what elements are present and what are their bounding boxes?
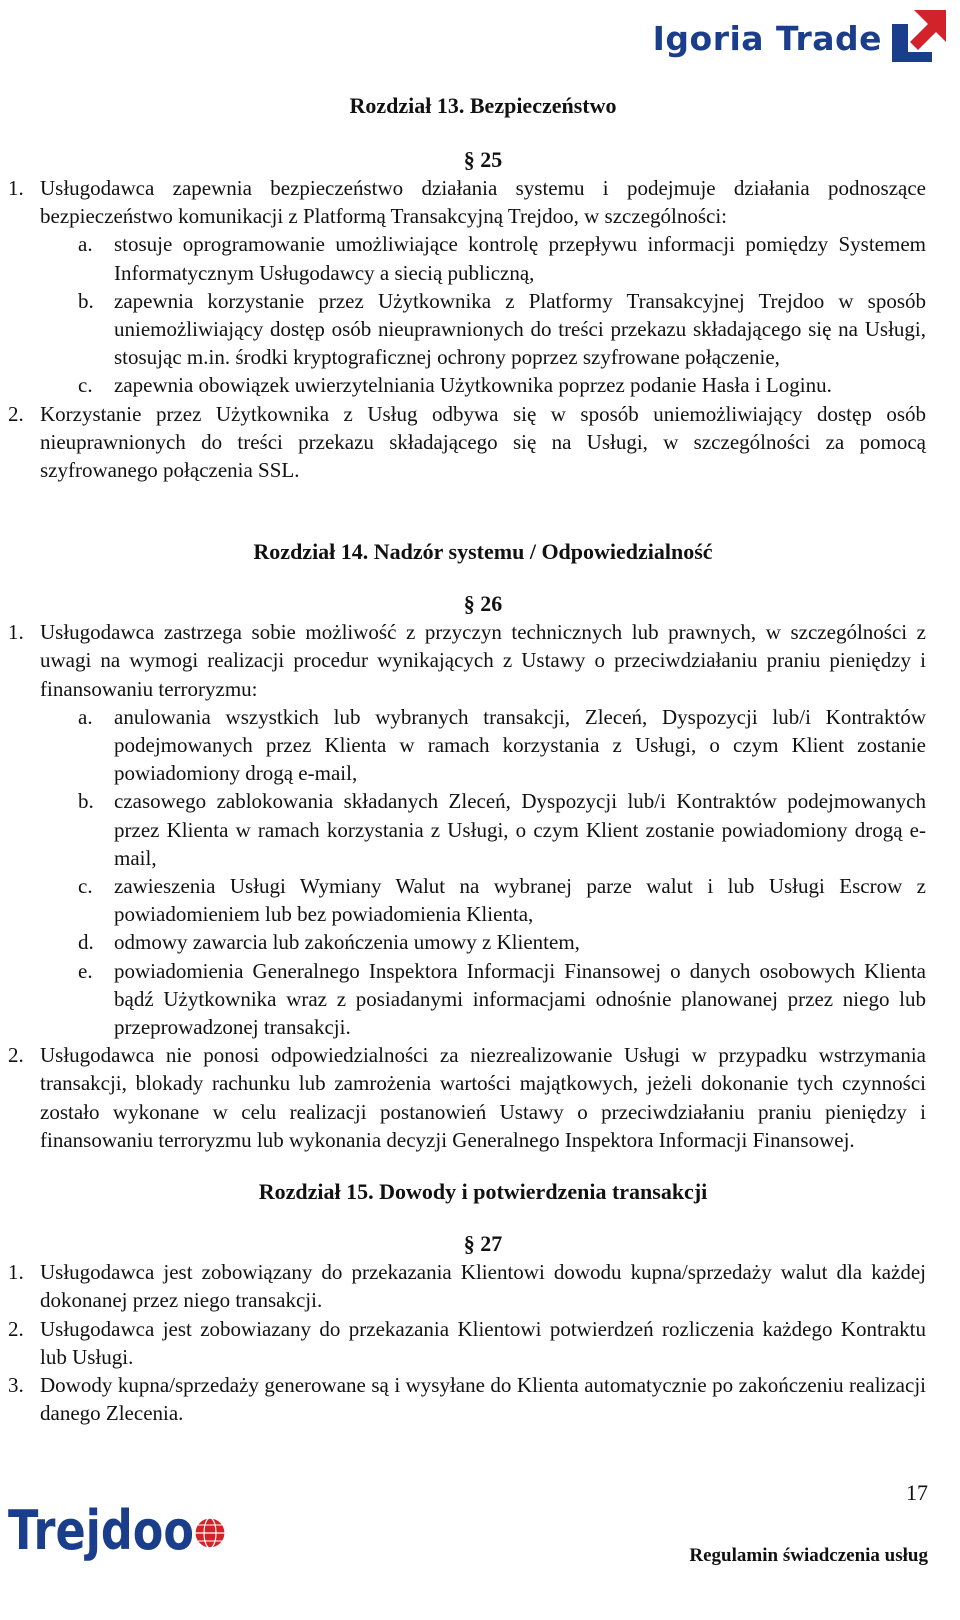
sub-item	[78, 287, 926, 372]
igoria-trade-logo	[653, 4, 950, 66]
item-text: Usługodawca jest zobowiazany do przekazania Klientowi potwierdzeń rozliczenia każdego Kontraktu lub Usługi.	[40, 1316, 926, 1369]
sub-item	[78, 787, 926, 872]
sub-item-letter: c.	[78, 874, 93, 899]
item-text: Usługodawca nie ponosi odpowiedzialności za niezrealizowanie Usługi w przypadku wstrzymania transakcji, blokady rachunku lub zamrożenia wartości majątkowych, jeżeli dokonanie tych czynności zostało wykonane w celu realizacji postanowień Ustawy o przeciwdziałaniu praniu pieniędzy i finansowaniu terroryzmu lub wykonania decyzji Generalnego Inspektora Informacji Finansowej.	[40, 1043, 926, 1152]
sub-item-text: zawieszenia Usługi Wymiany Walut na wybranej parze walut i lub Usługi Escrow z powiadomieniem lub bez powiadomienia Klienta,	[114, 874, 926, 927]
item-text: Dowody kupna/sprzedaży generowane są i wysyłane do Klienta automatycznie po zakończeniu realizacji danego Zlecenia.	[40, 1372, 926, 1426]
item-number: 1.	[8, 176, 24, 200]
item-number: 3.	[8, 1372, 24, 1397]
sub-item	[78, 872, 926, 928]
list-item	[8, 174, 926, 230]
item-number: 2.	[8, 1043, 24, 1068]
item-text: Usługodawca jest zobowiązany do przekazania Klientowi dowodu kupna/sprzedaży walut dla każdej dokonanej przez niego transakcji.	[40, 1260, 926, 1313]
sub-item	[78, 703, 926, 788]
sub-item-text: czasowego zablokowania składanych Zleceń, Dyspozycji lub/i Kontraktów podejmowanych przez Klienta w ramach korzystania z Usługi, o czym Klient zostanie powiadomiony drogą e-mail,	[114, 789, 926, 870]
document-body	[8, 92, 926, 1427]
footer-brand-text: Trejdoo	[8, 1499, 194, 1561]
list-item	[8, 1315, 926, 1371]
sub-item-text: zapewnia obowiązek uwierzytelniania Użytkownika poprzez podanie Hasła i Loginu.	[114, 373, 832, 398]
trejdoo-logo	[8, 1495, 228, 1567]
list-item	[8, 1371, 926, 1427]
header-brand-text: Igoria Trade	[652, 19, 882, 58]
page-number: 17	[906, 1480, 928, 1505]
document-title: Regulamin świadczenia usług	[689, 1545, 928, 1566]
list-item	[8, 618, 926, 703]
sub-item	[78, 928, 926, 956]
item-text: Korzystanie przez Użytkownika z Usług odbywa się w sposób uniemożliwiający dostęp osób nieuprawnionych do treści przekazu składającego się na Usługi, w szczególności za pomocą szyfrowanego połączenia SSL.	[40, 401, 926, 483]
sub-item-letter: c.	[78, 373, 93, 398]
sub-item-letter: d.	[78, 930, 94, 955]
item-number: 1.	[8, 1260, 24, 1285]
item-number: 1.	[8, 620, 24, 645]
sub-item-letter: e.	[78, 958, 93, 983]
item-text: Usługodawca zapewnia bezpieczeństwo działania systemu i podejmuje działania podnoszące bezpieczeństwo komunikacji z Platformą Transakcyjną Trejdoo, w szczególności:	[40, 176, 926, 229]
chapter-title: Rozdział 14. Nadzór systemu / Odpowiedzialność	[253, 539, 713, 565]
sub-item-text: zapewnia korzystanie przez Użytkownika z Platformy Transakcyjnej Trejdoo w sposób uniemożliwiający dostęp osób nieuprawnionych do treści przekazu składającego się na Usługi, stosując m.in. środki kryptograficznej ochrony poprzez szyfrowane połączenie,	[114, 288, 926, 370]
section-number: § 25	[463, 147, 503, 172]
sub-item	[78, 230, 926, 286]
item-text: Usługodawca zastrzega sobie możliwość z przyczyn technicznych lub prawnych, w szczególności z uwagi na wymogi realizacji procedur wynikających z Ustawy o przeciwdziałaniu praniu pieniędzy i finansowaniu terroryzmu:	[40, 620, 926, 701]
sub-item-letter: a.	[78, 704, 93, 729]
igoria-trade-mark-icon	[888, 4, 950, 66]
sub-item-letter: b.	[78, 288, 94, 313]
section-number: § 26	[463, 591, 503, 617]
section-number: § 27	[463, 1231, 503, 1257]
item-number: 2.	[8, 1316, 24, 1341]
item-number: 2.	[8, 401, 24, 426]
sub-item-letter: b.	[78, 789, 94, 814]
chapter-title: Rozdział 15. Dowody i potwierdzenia transakcji	[258, 1179, 708, 1205]
sub-item-text: stosuje oprogramowanie umożliwiające kontrolę przepływu informacji pomiędzy Systemem Informatycznym Usługodawcy a siecią publiczną,	[114, 232, 926, 285]
list-item	[8, 400, 926, 485]
sub-item-text: powiadomienia Generalnego Inspektora Informacji Finansowej o danych osobowych Klienta bądź Użytkownika wraz z posiadanymi informacjami odnośnie planowanej przez niego lub przeprowadzonej transakcji.	[114, 958, 926, 1040]
chapter-title: Rozdział 13. Bezpieczeństwo	[349, 93, 617, 118]
globe-icon	[195, 1518, 225, 1548]
sub-item	[78, 371, 926, 399]
sub-item-text: anulowania wszystkich lub wybranych transakcji, Zleceń, Dyspozycji lub/i Kontraktów podejmowanych przez Klienta w ramach korzystania z Usługi, o czym Klient zostanie powiadomiony drogą e-mail,	[114, 704, 926, 786]
list-item	[8, 1041, 926, 1154]
sub-item-text: odmowy zawarcia lub zakończenia umowy z Klientem,	[114, 930, 580, 955]
list-item	[8, 1258, 926, 1314]
sub-item	[78, 957, 926, 1042]
sub-item-letter: a.	[78, 232, 93, 257]
